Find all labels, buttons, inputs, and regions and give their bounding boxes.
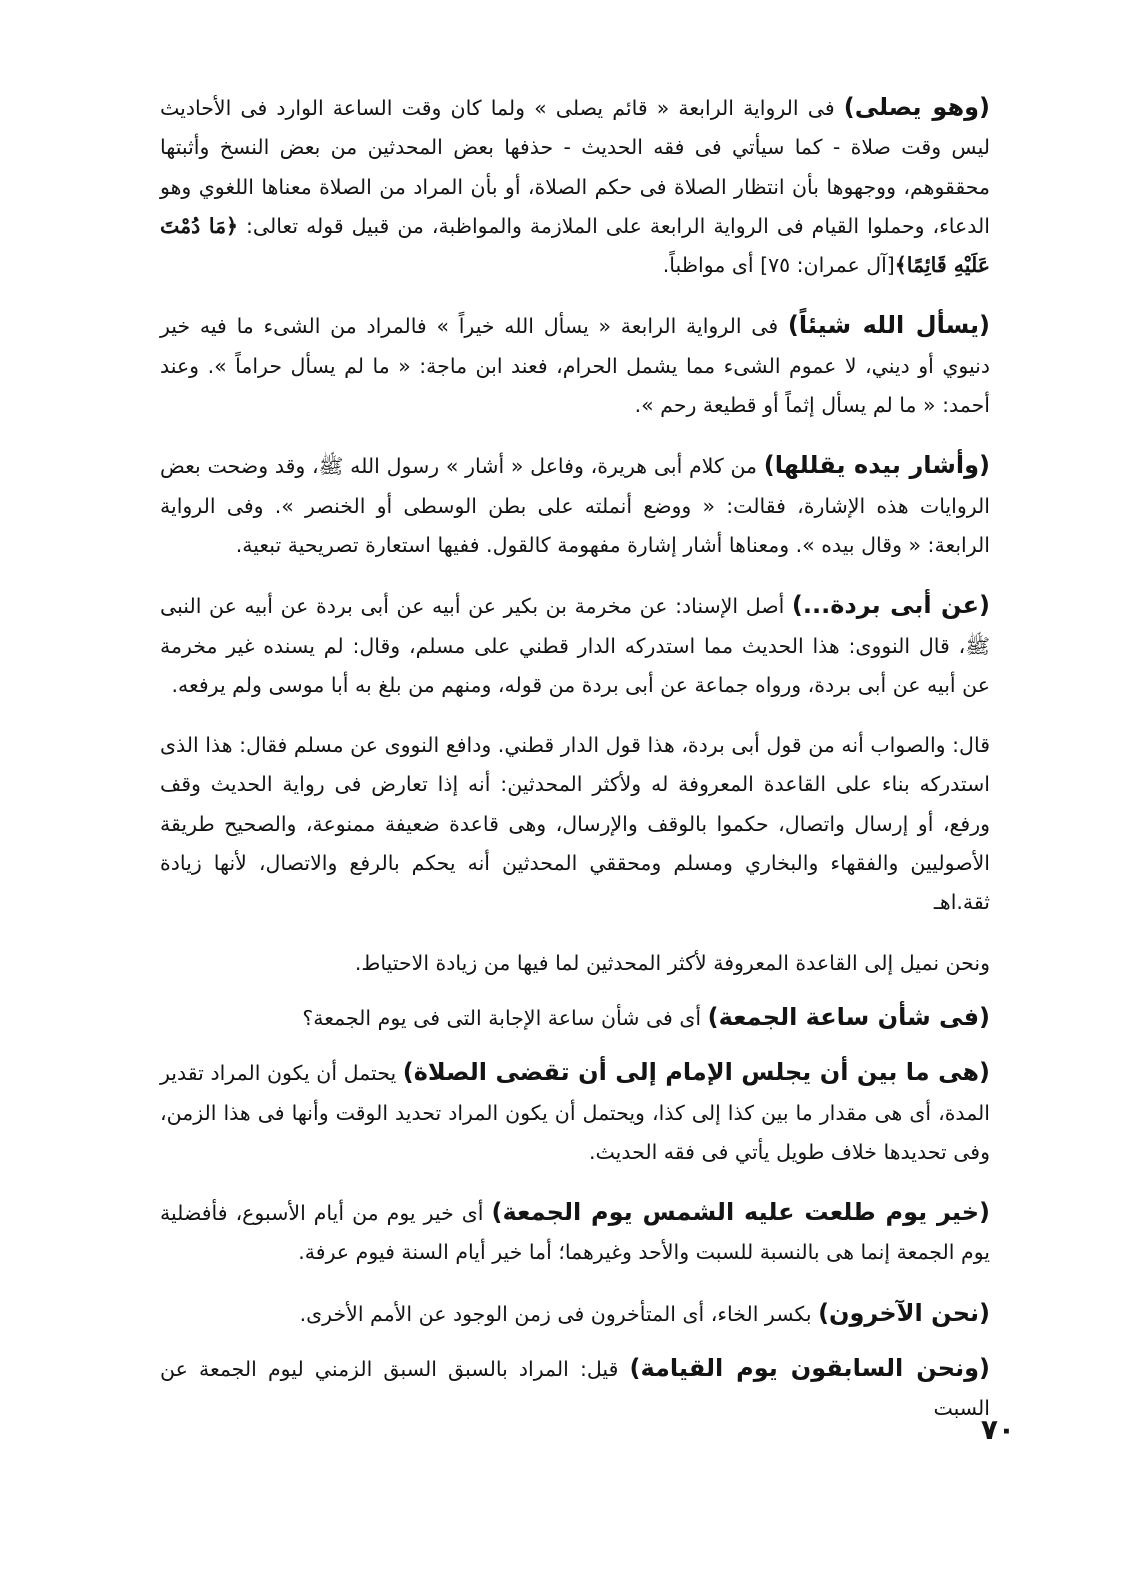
paragraph-3	[160, 446, 990, 565]
page-body	[160, 88, 990, 1450]
paragraph-9	[160, 1193, 990, 1273]
paragraph-1	[160, 88, 990, 285]
paragraph-4	[160, 586, 990, 705]
paragraph-text: أصل الإسناد: عن مخرمة بن بكير عن أبيه عن أبى بردة عن أبيه عن النبى ﷺ، قال النووى: هذا الحديث مما استدركه الدار قطني على مسلم، وقال: لم يسنده غير مخرمة عن أبيه عن أبى بردة، ورواه جماعة عن أبى بردة من قوله، ومنهم من بلغ به أبا موسى ولم يرفعه.	[160, 594, 990, 697]
paragraph-text: يحتمل أن يكون المراد تقدير المدة، أى هى مقدار ما بين كذا إلى كذا، ويحتمل أن يكون المراد تحديد الوقت وأنها فى هذا الزمن، وفى تحديدها خلاف طويل يأتي فى فقه الحديث.	[160, 1061, 990, 1164]
term-heading: (خير يوم طلعت عليه الشمس يوم الجمعة)	[491, 1198, 990, 1227]
term-heading: (ونحن السابقون يوم القيامة)	[629, 1354, 990, 1383]
paragraph-6	[160, 944, 990, 983]
paragraph-7	[160, 998, 990, 1038]
paragraph-text: من كلام أبى هريرة، وفاعل « أشار » رسول الله ﷺ، وقد وضحت بعض الروايات هذه الإشارة، فقالت: « ووضع أنملته على بطن الوسطى أو الخنصر ». وفى الرواية الرابعة: « وقال بيده ». ومعناها أشار إشارة مفهومة كالقول. ففيها استعارة تصريحية تبعية.	[160, 454, 990, 557]
paragraph-10	[160, 1294, 990, 1334]
term-heading: (نحن الآخرون)	[818, 1298, 990, 1327]
term-heading: (هى ما بين أن يجلس الإمام إلى أن تقضى الصلاة)	[402, 1058, 991, 1087]
term-heading: (يسأل الله شيئاً)	[787, 311, 990, 340]
term-heading: (عن أبى بردة...)	[791, 591, 991, 620]
paragraph-text: أى فى شأن ساعة الإجابة التى فى يوم الجمعة؟	[302, 1005, 708, 1030]
paragraph-8	[160, 1053, 990, 1172]
term-heading: (وأشار بيده يقللها)	[763, 451, 991, 480]
page-number: ٧٠	[980, 1413, 1015, 1446]
quran-verse: ﴿مَا دُمْتَ عَلَيْهِ قَائِمًا﴾	[160, 213, 990, 278]
term-heading: (فى شأن ساعة الجمعة)	[707, 1002, 990, 1031]
term-heading: (وهو يصلى)	[843, 93, 990, 121]
paragraph-11	[160, 1349, 990, 1429]
paragraph-text: أى خير يوم من أيام الأسبوع، فأفضلية يوم الجمعة إنما هى بالنسبة للسبت والأحد وغيرهما؛ أما خير أيام السنة فيوم عرفة.	[160, 1201, 990, 1265]
paragraph-2	[160, 306, 990, 425]
paragraph-text: قال: والصواب أنه من قول أبى بردة، هذا قول الدار قطني. ودافع النووى عن مسلم فقال: هذا الذى استدركه بناء على القاعدة المعروفة له ولأكثر المحدثين: أنه إذا تعارض فى رواية الحديث وقف ورفع، أو إرسال واتصال، حكموا بالوقف والإرسال، وهى قاعدة ضعيفة ممنوعة، والصحيح طريقة الأصوليين والفقهاء والبخاري ومسلم ومحققي المحدثين أنه يحكم بالرفع والاتصال، لأنها زيادة ثقة.اهـ	[160, 733, 990, 915]
paragraph-text-continued: [آل عمران: ٧٥] أى مواظباً.	[662, 253, 895, 278]
paragraph-text: ونحن نميل إلى القاعدة المعروفة لأكثر المحدثين لما فيها من زيادة الاحتياط.	[354, 950, 990, 975]
paragraph-5	[160, 726, 990, 922]
paragraph-text: فى الرواية الرابعة « قائم يصلى » ولما كان وقت الساعة الوارد فى الأحاديث ليس وقت صلاة - كما سيأتي فى فقه الحديث - حذفها بعض المحدثين من بعض النسخ وأثبتها محققوهم، ووجهوها بأن انتظار الصلاة فى حكم الصلاة، أو بأن المراد من الصلاة معناها اللغوي وهو الدعاء، وحملوا القيام فى الرواية الرابعة على الملازمة والمواظبة، من قبيل قوله تعالى:	[160, 96, 990, 238]
paragraph-text: قيل: المراد بالسبق السبق الزمني ليوم الجمعة عن السبت	[160, 1357, 990, 1421]
paragraph-text: فى الرواية الرابعة « يسأل الله خيراً » فالمراد من الشىء ما فيه خير دنيوي أو ديني، لا عموم الشىء مما يشمل الحرام، فعند ابن ماجة: « ما لم يسأل حراماً ». وعند أحمد: « ما لم يسأل إثماً أو قطيعة رحم ».	[160, 314, 990, 418]
paragraph-text: بكسر الخاء، أى المتأخرون فى زمن الوجود عن الأمم الأخرى.	[299, 1301, 819, 1326]
